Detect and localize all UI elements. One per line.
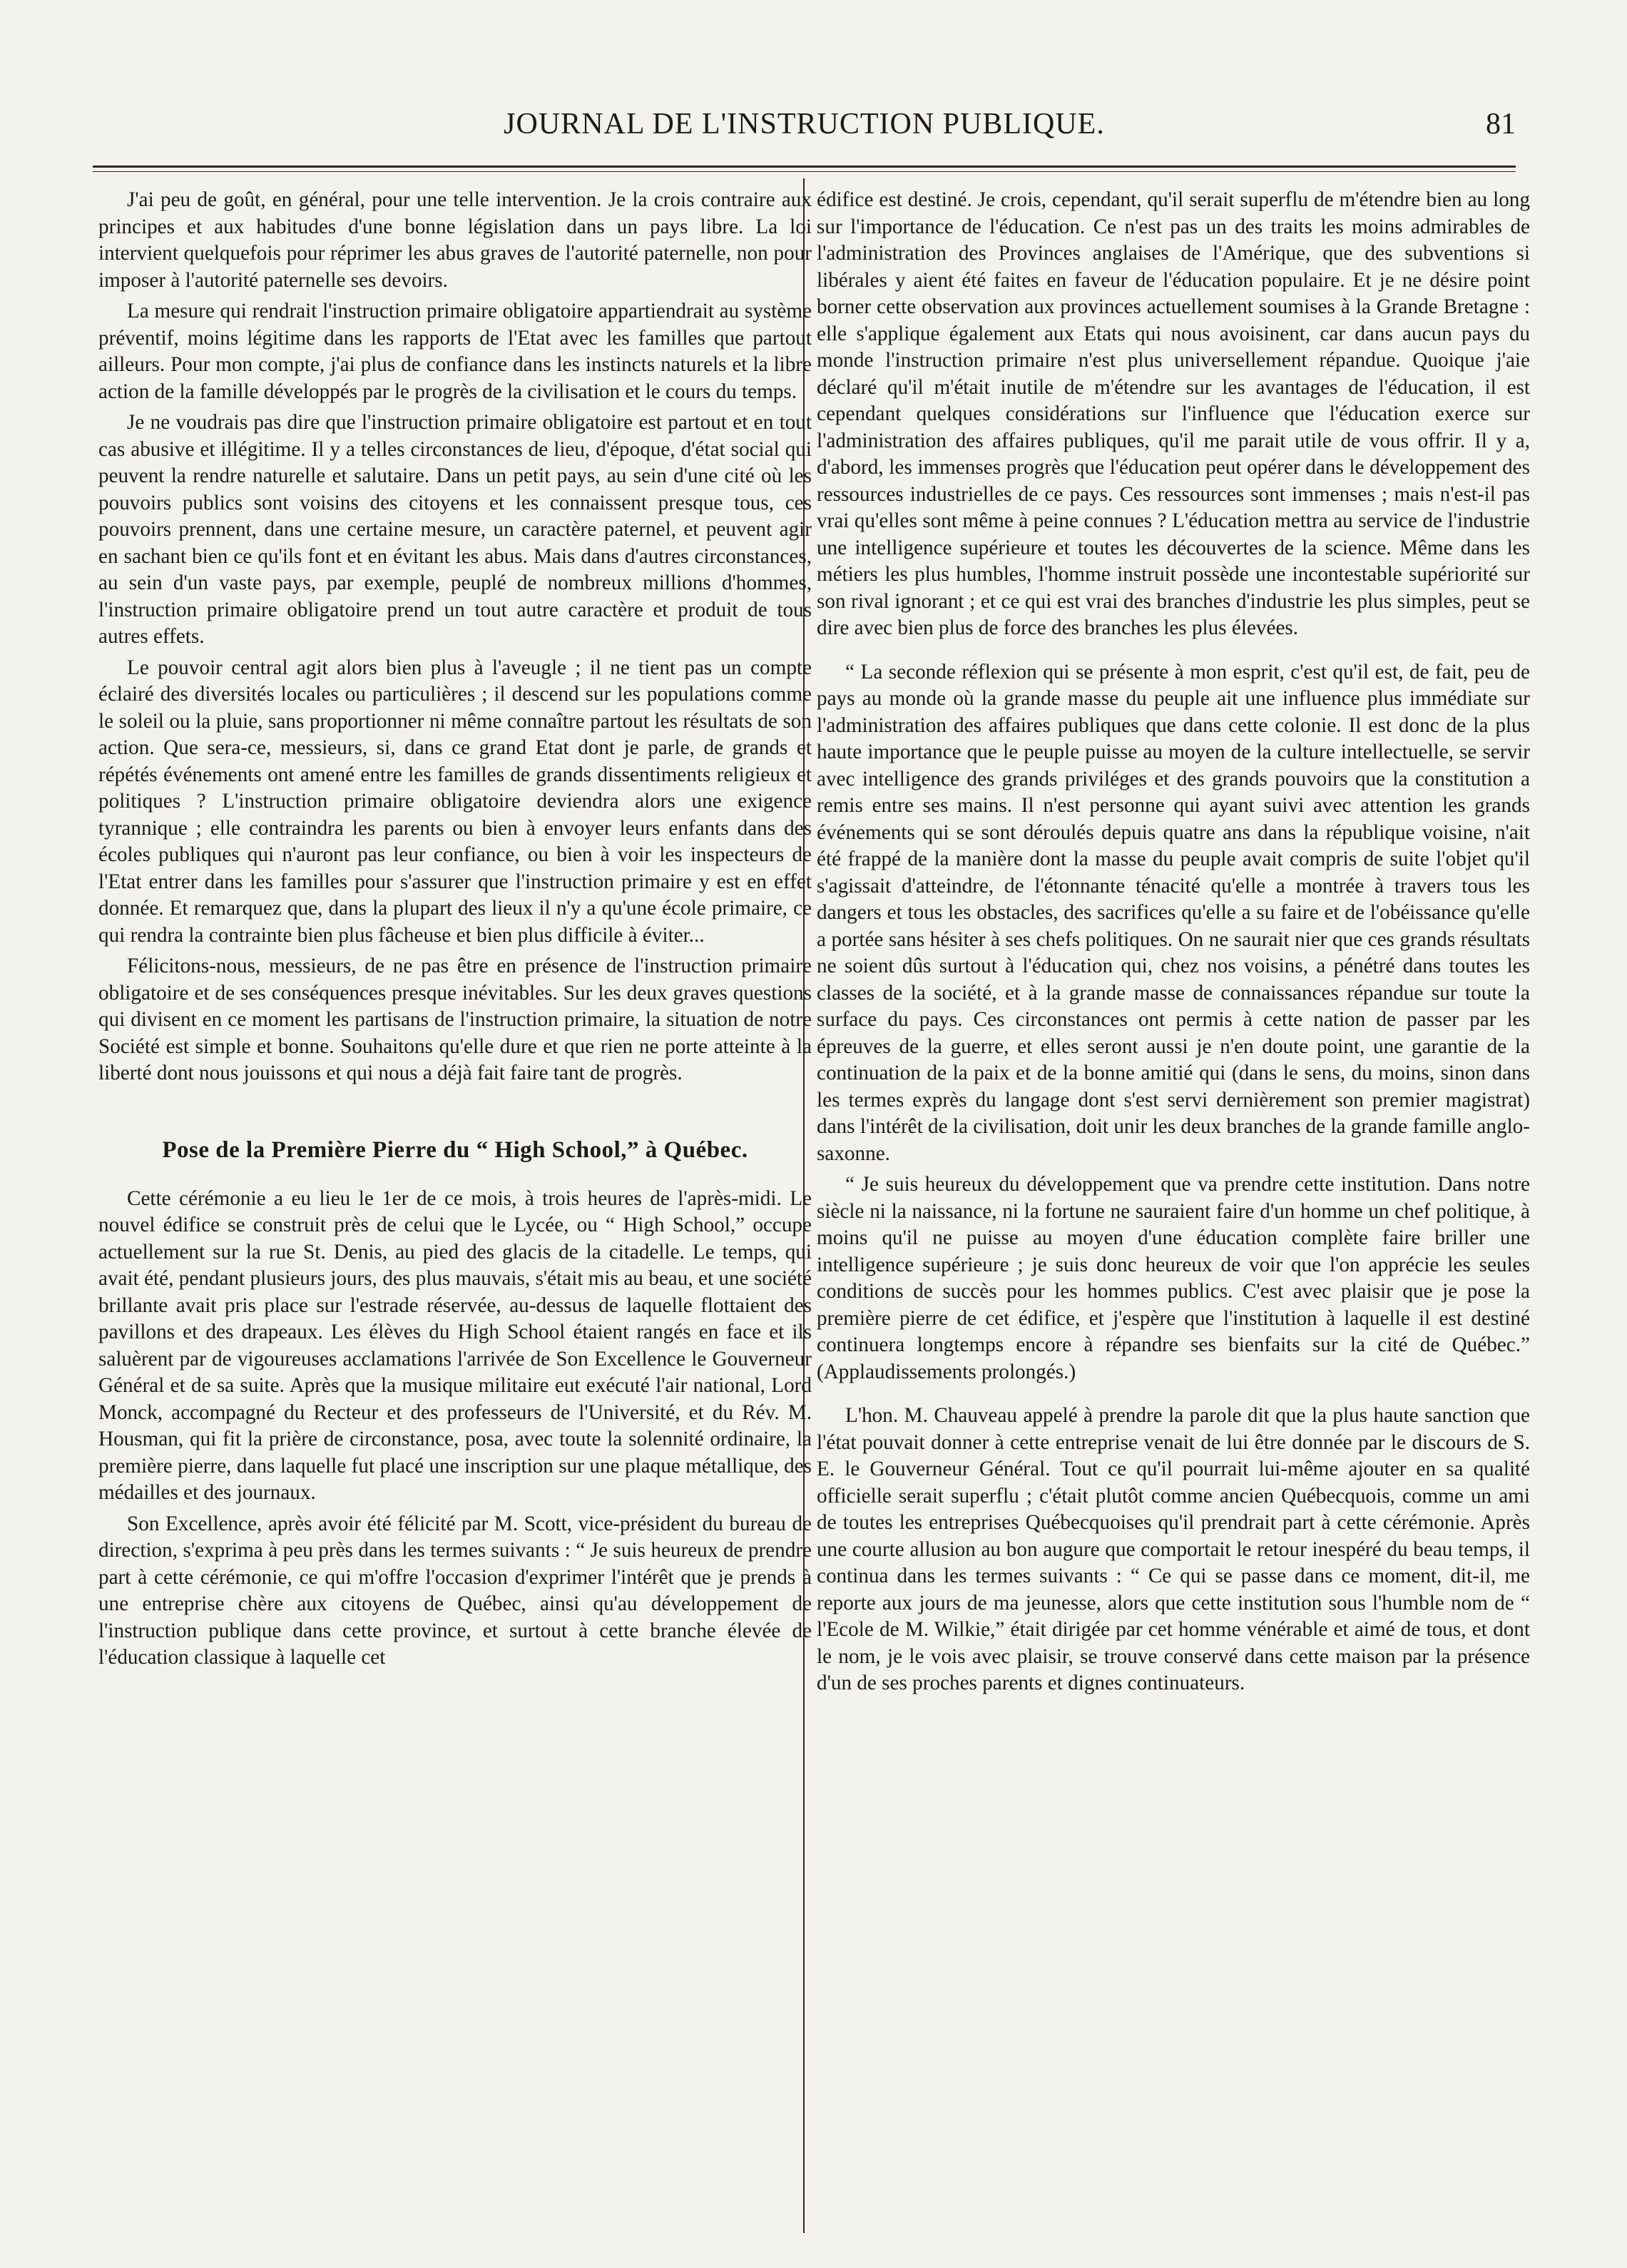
paragraph: Son Excellence, après avoir été félicité par M. Scott, vice-président du bureau de direction, s'exprima à peu près dans les termes suivants : “ Je suis heureux de prendre part à cette cérémonie, ce qui m'offre l'occasion d'exprimer l'intérêt que je prends à une entreprise chère aux citoyens de Québec, ainsi qu'au développement de l'instruction publique dans cette province, et surtout à cette branche élevée de l'éducation classique à laquelle cet: [98, 1512, 812, 1669]
paragraph: édifice est destiné. Je crois, cependant, qu'il serait superflu de m'étendre bien au long sur l'importance de l'éducation. Ce n'est pas un des traits les moins admirables de l'administration des Provinces anglaises de l'Amérique, que des subventions si libérales y aient été faites en faveur de l'éducation populaire. Et je ne désire point borner cette observation aux provinces actuellement soumises à la Grande Bretagne : elle s'applique également aux Etats qui nous avoisinent, car dans aucun pays du monde l'instruction primaire n'est plus universellement répandue. Quoique j'aie déclaré qu'il m'était inutile de m'étendre sur les avantages de l'éducation, il est cependant quelques considérations sur l'influence que l'éducation exerce sur l'administration des affaires publiques, qu'il me parait utile de vous offrir. Il y a, d'abord, les immenses progrès que l'éducation peut opérer dans le développement des ressources industrielles de ce pays. Ces ressources sont immenses ; mais n'est-il pas vrai qu'elles sont même à peine connues ? L'éducation mettra au service de l'industrie une intelligence supérieure et toutes les découvertes de la science. Même dans les métiers les plus humbles, l'homme instruit possède une incontestable supériorité sur son rival ignorant ; et ce qui est vrai des branches d'industrie les plus simples, peut se dire avec bien plus de force des branches les plus élevées.: [817, 188, 1530, 639]
journal-title: JOURNAL DE L'INSTRUCTION PUBLIQUE.: [504, 108, 1105, 141]
page-number: 81: [1486, 108, 1516, 141]
section-title: Pose de la Première Pierre du “ High School,” à Québec.: [162, 1136, 748, 1163]
header-rule-thin: [93, 171, 1516, 172]
paragraph: Je ne voudrais pas dire que l'instruction primaire obligatoire est partout et en tout cas abusive et illégitime. Il y a telles circonstances de lieu, d'époque, d'état social qui peuvent la rendre naturelle et salutaire. Dans un petit pays, au sein d'une cité où les pouvoirs publics sont voisins des citoyens et les connaissent presque tous, ces pouvoirs prennent, dans une certaine mesure, un caractère paternel, et peuvent agir en sachant bien ce qu'ils font et en évitant les abus. Mais dans d'autres circonstances, au sein d'un vaste pays, par exemple, peuplé de nombreux millions d'hommes, l'instruction primaire obligatoire prend un tout autre caractère et produit de tous autres effets.: [98, 411, 812, 648]
paragraph: “ La seconde réflexion qui se présente à mon esprit, c'est qu'il est, de fait, peu de pays au monde où la grande masse du peuple ait une influence plus immédiate sur l'administration des affaires publiques que dans cette colonie. Il est donc de la plus haute importance que le peuple puisse au moyen de la culture intellectuelle, se servir avec intelligence des grands priviléges et des grands pouvoirs que la constitution a remis entre ses mains. Il n'est personne qui ayant suivi avec attention les grands événements qui se sont déroulés depuis quatre ans dans la république voisine, n'ait été frappé de la manière dont la masse du peuple avait compris de suite l'objet qu'il s'agissait d'atteindre, de l'étonnante ténacité qu'elle a montrée à travers tous les dangers et tous les obstacles, des sacrifices qu'elle a su faire et de l'obéissance qu'elle a portée sans hésiter à ses chefs politiques. On ne saurait nier que ces grands résultats ne soient dûs surtout à l'éducation qui, chez nos voisins, a pénétré dans toutes les classes de la société, et à la grande masse de connaissances répandue sur toute la surface du pays. Ces circonstances ont permis à cette nation de passer par les épreuves de la guerre, et elles seront aussi je n'en doute point, une garantie de la continuation de la paix et de la bonne amitié qui (dans le sens, du moins, sinon dans les termes exprès du langage dont s'est servi dernièrement son premier magistrat) dans l'intérêt de la civilisation, doit unir les deux branches de la grande famille anglo-saxonne.: [817, 660, 1530, 1165]
header-rule-thick: [93, 166, 1516, 168]
page-header: [93, 107, 1516, 157]
left-column: [98, 187, 812, 1672]
paragraph: L'hon. M. Chauveau appelé à prendre la parole dit que la plus haute sanction que l'état pouvait donner à cette entreprise venait de lui être donnée par le discours de S. E. le Gouverneur Général. Tout ce qu'il pourrait lui-même ajouter en sa qualité officielle serait superflu ; c'était plutôt comme ancien Québecquois, comme un ami de toutes les entreprises Québecquoises qu'il prendrait part à cette cérémonie. Après une courte allusion au bon augure que comportait le retour inespéré du beau temps, il continua dans les termes suivants : “ Ce qui se passe dans ce moment, dit-il, me reporte aux jours de ma jeunesse, alors que cette institution sous l'humble nom de “ l'Ecole de M. Wilkie,” était dirigée par cet homme vénérable et aimé de tous, et dont le nom, je le vois avec plaisir, se trouve conservé dans cette maison par la présence d'un de ses proches parents et dignes continuateurs.: [817, 1404, 1530, 1694]
paragraph: La mesure qui rendrait l'instruction primaire obligatoire appartiendrait au système préventif, moins légitime dans les rapports de l'Etat avec les familles que partout ailleurs. Pour mon compte, j'ai plus de confiance dans les instincts naturels et la libre action de la famille développés par le progrès de la civilisation et le cours du temps.: [98, 300, 812, 403]
paragraph: J'ai peu de goût, en général, pour une telle intervention. Je la crois contraire aux principes et aux habitudes d'une bonne législation dans un pays libre. La loi intervient quelquefois pour réprimer les abus graves de l'autorité paternelle, non pour imposer à l'autorité paternelle ses devoirs.: [98, 188, 812, 292]
paragraph: Félicitons-nous, messieurs, de ne pas être en présence de l'instruction primaire obligatoire et de ses conséquences presque inévitables. Sur les deux graves questions qui divisent en ce moment les partisans de l'instruction primaire, la situation de notre Société est simple et bonne. Souhaitons qu'elle dure et que rien ne porte atteinte à la liberté dont nous jouissons et qui nous a déjà fait faire tant de progrès.: [98, 955, 812, 1084]
right-column: [817, 187, 1530, 1697]
paragraph: “ Je suis heureux du développement que va prendre cette institution. Dans notre siècle ni la naissance, ni la fortune ne sauraient faire d'un homme un chef politique, à moins qu'il ne puisse au moyen d'une éducation complète faire briller une intelligence supérieure ; je suis donc heureux de voir que l'on apprécie les seules conditions de succès pour les hommes publics. C'est avec plaisir que je pose la première pierre de cet édifice, et j'espère que l'institution à laquelle il est destiné continuera longtemps encore à répandre ses bienfaits sur la cité de Québec.” (Applaudissements prolongés.): [817, 1173, 1530, 1383]
paragraph: Le pouvoir central agit alors bien plus à l'aveugle ; il ne tient pas un compte éclairé des diversités locales ou particulières ; il descend sur les populations comme le soleil ou la pluie, sans proportionner ni même connaître partout les résultats de son action. Que sera-ce, messieurs, si, dans ce grand Etat dont je parle, de grands et répétés événements ont amené entre les familles de grands dissentiments religieux et politiques ? L'instruction primaire obligatoire deviendra alors une exigence tyrannique ; elle contraindra les parents ou bien à envoyer leurs enfants dans des écoles publiques qui n'auront pas leur confiance, ou bien à voir les inspecteurs de l'Etat entrer dans les familles pour s'assurer que l'instruction primaire y est en effet donnée. Et remarquez que, dans la plupart des lieux il n'y a qu'une école primaire, ce qui rendra la contrainte bien plus fâcheuse et bien plus difficile à éviter...: [98, 656, 812, 947]
paragraph: Cette cérémonie a eu lieu le 1er de ce mois, à trois heures de l'après-midi. Le nouvel édifice se construit près de celui que le Lycée, ou “ High School,” occupe actuellement sur la rue St. Denis, au pied des glacis de la citadelle. Le temps, qui avait été, pendant plusieurs jours, des plus mauvais, s'était mis au beau, et une société brillante avait pris place sur l'estrade réservée, au-dessus de laquelle flottaient des pavillons et des drapeaux. Les élèves du High School étaient rangés en face et ils saluèrent par de vigoureuses acclamations l'arrivée de Son Excellence le Gouverneur Général et de sa suite. Après que la musique militaire eut exécuté l'air national, Lord Monck, accompagné du Recteur et des professeurs de l'Université, et du Rév. M. Housman, qui fit la prière de circonstance, posa, avec toute la solennité ordinaire, la première pierre, dans laquelle fut placé une inscription sur une plaque métallique, des médailles et des journaux.: [98, 1186, 812, 1504]
